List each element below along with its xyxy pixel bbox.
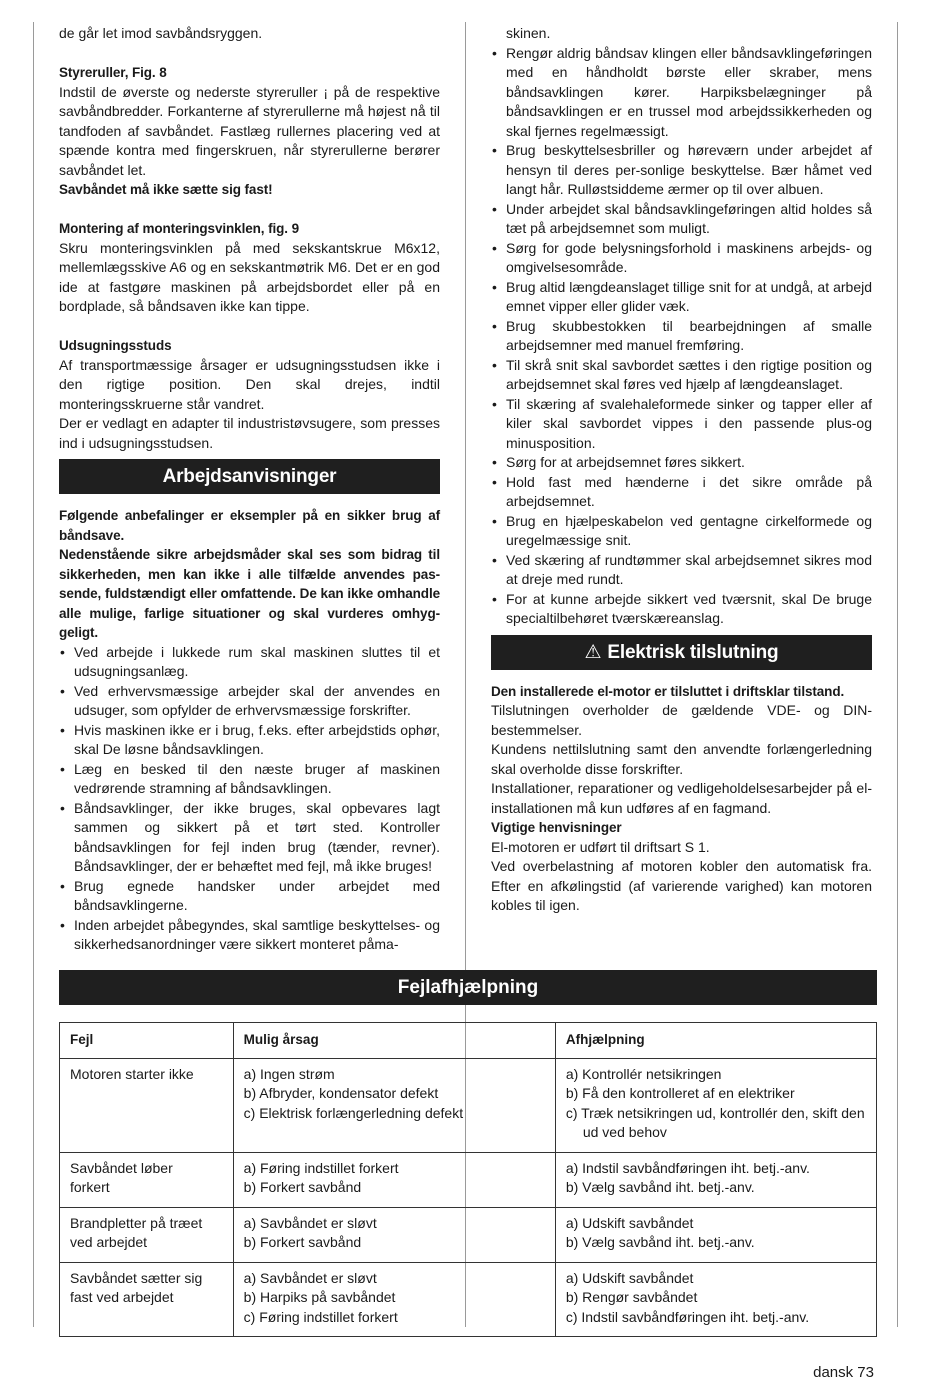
list-item: • Brug altid længdeanslaget tillige snit for at undgå, at arbejd emnet vipper eller glider væk. [491,278,872,317]
cell-line: c) Indstil savbåndføringen iht. betj.-anv. [565,1308,810,1325]
cell-line: Savbåndet sætter sig [70,1269,203,1286]
list-item: • Hvis maskinen ikke er i brug, f.eks. efter arbejdstids ophør, skal De løsne båndsavklingen. [59,721,440,760]
cell-line: a) Udskift savbåndet [565,1269,694,1286]
list-item: • Til skrå snit skal savbordet sættes i den rigtige position og arbejdsemnet skal føres ved hjælp af længdeanslaget. [491,356,872,395]
elektrisk-title: Elektrisk tilslutning [607,641,779,663]
cell-line: a) Føring indstillet forkert [243,1159,399,1176]
list-item: • Brug beskyttelsesbriller og høreværn under arbejdet af hensyn til deres per-sonlige beskyttelse. Bær håmet ved langt hår. Rulløstsiddeme ærmer op til over albuen. [491,141,872,200]
table-header-row [60,1023,877,1059]
list-item: • Hold fast med hænderne i det sikre område på arbejdsemnet. [491,473,872,512]
styreruller-heading: Styreruller, Fig. 8 [59,65,167,80]
cell-line: b) Rengør savbåndet [565,1289,698,1305]
udsugning-heading: Udsugningsstuds [59,338,172,353]
column-header: Mulig årsag [233,1023,555,1059]
list-item: • Under arbejdet skal båndsavklingeføringen altid holdes så tæt på arbejdsemnet som muligt. [491,200,872,239]
page-number: dansk 73 [813,1364,874,1381]
cell-line: a) Udskift savbåndet [565,1214,694,1231]
table-cell-fejl [60,1262,234,1337]
arbejd-bold-1: Følgende anbefalinger er eksempler på en sikker brug af båndsave. [59,508,440,543]
right-margin-rule [897,22,898,1327]
column-header: Fejl [60,1023,234,1059]
elektrisk-text-4: El-motoren er udført til driftsart S 1. [491,838,710,855]
table-cell-aarsag [233,1207,555,1262]
list-item: • Læg en besked til den næste bruger af maskinen vedrørende stramning af båndsavklingen. [59,760,440,799]
cell-line: ved arbejdet [70,1234,148,1250]
styreruller-text: Indstil de øverste og nederste styreruller ¡ på de respektive savbåndbredder. Forkanterne af styrerullerne må højest nå til tandfoden af savbåndet. Fastlæg rullernes placering ved at spænde kontra med fingerskruen, når styrerullerne berører savbåndet let. [59,83,440,178]
list-item: • Ved skæring af rundtømmer skal arbejdsemnet sikres mod at dreje med rundt. [491,551,872,590]
table-cell-afhjaelpning [555,1058,876,1152]
list-item: • Båndsavklinger, der ikke bruges, skal opbevares lagt sammen og sikkert på et tørt sted. Kontroller båndsavklingen for fejl inden brug (tænder, revner). Båndsavklinger, der er behæftet med fejl, må ikke bruges! [59,799,440,877]
intro-text: de går let imod savbåndsryggen. [59,25,263,41]
udsugning-text-2: Der er vedlagt en adapter til industristøvsugere, som presses ind i udsugningsstudsen. [59,415,440,451]
table-cell-afhjaelpning [555,1207,876,1262]
column-header: Afhjælpning [555,1023,876,1059]
table-cell-fejl [60,1058,234,1152]
cell-line: forkert [70,1179,110,1195]
cell-line: b) Forkert savbånd [243,1234,362,1250]
cell-line: fast ved arbejdet [70,1289,174,1305]
table-cell-aarsag [233,1262,555,1337]
left-margin-rule [33,22,34,1327]
right-bullet-list [491,24,872,629]
list-item: • Brug en hjælpeskabelon ved gentagne cirkelformede og uregelmæssige snit. [491,512,872,551]
cell-line: b) Harpiks på savbåndet [243,1289,396,1305]
styreruller-warning: Savbåndet må ikke sætte sig fast! [59,182,273,197]
table-cell-fejl [60,1152,234,1207]
elektrisk-text-5: Ved overbelastning af motoren kobler den automatisk fra. Efter en afkølingstid (af varierende varighed) kan motoren kobles til igen. [491,858,872,913]
cell-line: a) Savbåndet er sløvt [243,1269,377,1286]
warning-triangle-icon: ⚠ [584,641,602,663]
arbejd-bold-2: Nedenstående sikre arbejdsmåder skal ses som bidrag til sikkerheden, men kan ikke i alle tilfælde anvendes pas-sende, fuldstændigt eller omfattende. De kan ikke omhandle alle mulige, farlige situationer og skal vurderes omhyg-geligt. [59,547,440,640]
montering-text: Skru monteringsvinklen på med sekskantskrue M6x12, mellemlægsskive A6 og en sekskantmøtrik M6. Det er en god ide at fastgøre maskinen på arbejdsbordet eller på en bordplade, så båndsaven ikke kan tippe. [59,239,440,314]
list-item: • Til skæring af svalehaleformede sinker og tapper eller af kiler skal savbordet vippes i den passende plus-og minusposition. [491,395,872,454]
cell-line: b) Vælg savbånd iht. betj.-anv. [565,1234,755,1250]
table-cell-fejl [60,1207,234,1262]
list-item: • Inden arbejdet påbegyndes, skal samtlige beskyttelses- og sikkerhedsanordninger være sikkert monteret påma- [59,916,440,955]
list-item: • Brug skubbestokken til bearbejdningen af smalle arbejdsemner med manuel fremføring. [491,317,872,356]
list-item: • Brug egnede handsker under arbejdet med båndsavklingerne. [59,877,440,916]
cell-line: Motoren starter ikke [70,1065,194,1082]
table-cell-afhjaelpning [555,1262,876,1337]
list-item: • Ved arbejde i lukkede rum skal maskinen sluttes til et udsugningsanlæg. [59,643,440,682]
elektrisk-text-2: Kundens nettilslutning samt den anvendte forlængerledning skal overholde disse forskrifter. [491,741,872,777]
table-row [60,1262,877,1337]
list-item-continuation: skinen. [506,25,551,41]
elektrisk-title-bar [491,635,872,670]
list-item: • Sørg for gode belysningsforhold i maskinens arbejds- og omgivelsesområde. [491,239,872,278]
vigtige-heading: Vigtige henvisninger [491,820,622,835]
table-cell-afhjaelpning [555,1152,876,1207]
list-item: • Sørg for at arbejdsemnet føres sikkert. [491,453,872,473]
cell-line: b) Forkert savbånd [243,1179,362,1195]
troubleshooting-table [59,1022,877,1337]
cell-line: a) Ingen strøm [243,1065,335,1082]
montering-heading: Montering af monteringsvinklen, fig. 9 [59,221,299,236]
cell-line: b) Få den kontrolleret af en elektriker [565,1085,795,1101]
table-cell-aarsag [233,1058,555,1152]
cell-line: Savbåndet løber [70,1159,173,1176]
arbejdsanvisninger-title: Arbejdsanvisninger [59,459,440,494]
cell-line: a) Kontrollér netsikringen [565,1065,722,1082]
cell-line: c) Elektrisk forlængerledning defekt [243,1104,464,1121]
fejlafhjaelpning-title: Fejlafhjælpning [59,970,877,1005]
elektrisk-text-3: Installationer, reparationer og vedligeholdelsesarbejder på el-installationen må kun udføres af en fagmand. [491,780,872,816]
table-row [60,1152,877,1207]
elektrisk-text-1: Tilslutningen overholder de gældende VDE- og DIN-bestemmelser. [491,702,872,738]
arbejd-bullet-list [59,643,440,955]
table-row [60,1207,877,1262]
cell-line: a) Indstil savbåndføringen iht. betj.-anv. [565,1159,810,1176]
cell-line: c) Træk netsikringen ud, kontrollér den, skift den ud ved behov [565,1104,865,1140]
table-cell-aarsag [233,1152,555,1207]
left-column [59,24,440,955]
cell-line: c) Føring indstillet forkert [243,1308,398,1325]
list-item: • Rengør aldrig båndsav klingen eller båndsavklingeføringen med en håndholdt børste eller skraber, mens båndsavklingen kører. Harpiksbelægninger på båndsavklingen er en trussel mod arbejdssikkerheden og skal fjernes regelmæssigt. [491,44,872,142]
udsugning-text-1: Af transportmæssige årsager er udsugningsstudsen ikke i den rigtige position. Den skal drejes, indtil monteringsskruerne står vandret. [59,356,440,412]
list-item: • For at kunne arbejde sikkert ved tværsnit, skal De bruge specialtilbehøret tværskæreanslag. [491,590,872,629]
table-row [60,1058,877,1152]
elektrisk-bold: Den installerede el-motor er tilsluttet i driftsklar tilstand. [491,683,845,699]
cell-line: b) Vælg savbånd iht. betj.-anv. [565,1179,755,1195]
list-item: • Ved erhvervsmæssige arbejder skal der anvendes en udsuger, som opfylder de erhvervsmæssige forskrifter. [59,682,440,721]
cell-line: a) Savbåndet er sløvt [243,1214,377,1231]
right-column [491,24,872,916]
cell-line: Brandpletter på træet [70,1214,203,1231]
cell-line: b) Afbryder, kondensator defekt [243,1085,439,1101]
